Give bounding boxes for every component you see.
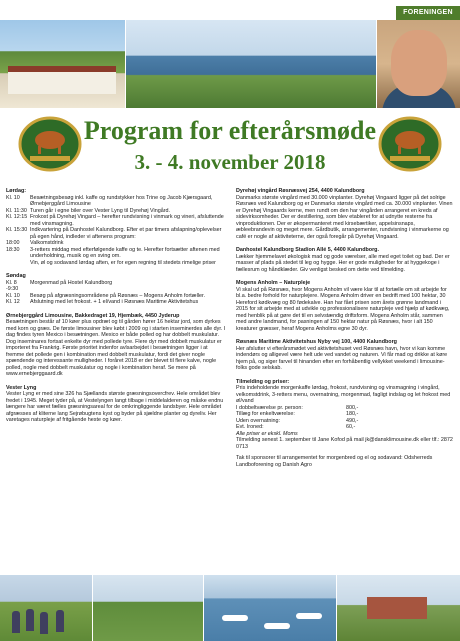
right-column bbox=[236, 186, 454, 468]
association-logo-left bbox=[18, 116, 82, 172]
row-text: Afslutning med let frokost. + 1 el/vand i Røsnæs Maritime Aktivitetshus bbox=[30, 299, 199, 305]
boat bbox=[264, 623, 290, 629]
person bbox=[12, 611, 20, 633]
sunday-heading: Søndag bbox=[6, 273, 26, 279]
building bbox=[367, 597, 427, 619]
saturday-schedule bbox=[6, 195, 226, 260]
photo-portrait bbox=[377, 20, 460, 108]
row-time: 18:00 bbox=[6, 240, 20, 246]
photo-meadow bbox=[93, 575, 203, 641]
row-time: Kl. 8 -9:30 bbox=[6, 279, 19, 292]
person bbox=[40, 612, 48, 634]
row-time: 18:30 bbox=[6, 246, 20, 253]
photo-group-visit bbox=[0, 575, 92, 641]
row-time: Kl. 10 bbox=[6, 194, 20, 201]
row-text: Turen går i egne biler over Vester Lyng til Dyrehøj Vingård. bbox=[30, 207, 171, 214]
dyrehoj-heading: Dyrehøj vingård Røsnæsvej 254, 4400 Kalundborg bbox=[236, 188, 365, 194]
row-text: 3-retters middag med efterfølgende kaffe og te. Herefter fortsætter aftenen med underholdning, musik og en sving om. bbox=[30, 246, 220, 259]
danhostel-text: Lækker hjemmelavet økologisk mad og gode værelser, alle med eget toilet og bad. Der er masser af plads på stedet til leg og hygge. Her er gode muligheder for at hyggekoge i fællesrum og håndklæder. Giv venligst besked om dette ved tilmelding. bbox=[236, 253, 450, 273]
price-value: 60,- bbox=[346, 424, 356, 430]
price-label: Evt. Ironed: bbox=[236, 424, 264, 430]
event-dates: 3. - 4. november 2018 bbox=[134, 150, 326, 174]
dyrehoj-text: Danmarks største vingård med 30.000 vinplanter. Dyrehøj Vingaard ligger på det solrige Røsnæs ved Kalundborg og er Danmarks største vingård med ca. 30.000 vinplanter. Vinen er Dyrehøj Vingaards kerne, men rundt om den har vingården arrangeret en kreds af sidevirksomheder. Der er destillering, som blev etableret for at udnytte resterne fra vinproduktionen. Der er økopermanteret med kirsebærtiker, appelsinsnaps, æbleebrandevin og meget mere. Gårdbutik, arrangementer, rundvisning i vinmarkerne og café er nogle af aktiviteterne, der også foregår på Dyrehøj Vingaard. bbox=[236, 194, 453, 240]
row-text: Valkomstdrink bbox=[30, 240, 64, 246]
row-time: Kl. 12 bbox=[6, 299, 20, 305]
boat bbox=[222, 615, 248, 621]
signup-heading: Tilmelding og priser: bbox=[236, 378, 290, 385]
portrait-face bbox=[391, 30, 447, 96]
schedule-row bbox=[6, 247, 226, 260]
row-time: Kl. 10 bbox=[6, 292, 20, 299]
price-value: 800,- bbox=[346, 404, 359, 411]
row-time: Kl. 11:30 bbox=[6, 207, 27, 214]
price-value: 490,- bbox=[346, 417, 359, 424]
schedule-row bbox=[6, 299, 226, 306]
signup-text: Pris indeholdende morgenkaffe lørdag, frokost, rundvisning og vinsmagning i vingård, velkomstdrink, 3-retters menu, overnatning, morgenmad, fagligt indslag og let frokost med øl/vand bbox=[236, 385, 451, 404]
danhostel-heading: Danhostel Kalundborg Stadion Allé 5, 4400 Kalundborg. bbox=[236, 247, 379, 253]
mogens-text: Vi skal ud på Røsnæs, hvor Mogens Anholm vil være klar til at fortælle om sit arbejde for bl.a. bedre forhold for naturplejere. Mogens Anholm driver en bedrift med 100 hektar, 30 Hereford kødkvæg og 80 fødekalve. Han har fået prisen som årets grønne landmand i 2015 for sit arbejde med at udvikle og professionalisere naturpleje ved hjælp af kødkvæg, med henblik på at gøre det til en selvstændig driftsform. Mogens Anholm står, sammen med andre landmand, for pasningen af 150 hektar natur på Røsnæs, hvor i alt 150 kreaturer græsser, heraf Mogens Anholms egne 30 dyr. bbox=[236, 286, 450, 332]
price-list bbox=[236, 405, 454, 431]
photo-activity-house bbox=[337, 575, 460, 641]
photo-farmhouse bbox=[0, 20, 125, 108]
ornebjerg-heading: Ørnebjerggård Limousine, Bakkedraget 19, Hjembæk, 4450 Jyderup bbox=[6, 312, 180, 319]
schedule-row bbox=[6, 195, 226, 208]
saturday-heading: Lørdag: bbox=[6, 188, 27, 194]
section-tag: FORENINGEN bbox=[396, 6, 460, 20]
schedule-row bbox=[6, 280, 226, 293]
ornebjerg-text: Besætningen består af 10 køer plus opdræt og til gården hører 16 hektar jord, som dyrkes med korn og græs. De første limousiner blev købt i 2009 og i starten inseminerdes alle dyr. I dag findes tyren Mexico i besætningen. Mexico er både polled og har dobbelt muskulatur. Dog inseminares fortsat enkelte dyr med pollede tyre. Flere dyr med dobbelt muskulatur er importeret fra Frankrig. Første prioritet indenfor avlsarbejdet i besætningen ligger i at fremme det pollede gen i kombination med dobbelt muskulatur, fordi det giver nogle spændende og interessante mulligheder. I foråret 2018 er der blevet til flere kalve, nogle polled, nogle med dobbelt muskulatur og nogle i kombination heraf. Se mere på www.ernebjerggaard.dk bbox=[6, 319, 226, 377]
price-value: 180,- bbox=[346, 411, 359, 417]
schedule-row bbox=[6, 227, 226, 240]
boat bbox=[296, 613, 322, 619]
price-label: Uden overnatning: bbox=[236, 417, 281, 424]
prices-note: Alle priser er ekskl. Moms bbox=[236, 430, 298, 437]
schedule-row bbox=[6, 214, 226, 227]
saturday-note: Vin, øl og sodavand lørdag aften, er for egen regning til stedets rimelige priser bbox=[30, 259, 216, 266]
photo-harbour bbox=[204, 575, 336, 641]
deadline-text: Tilmelding senest 1. september til Jane Kofod på mail jk@dansklimousine.dk eller tlf.: 2872 0713 bbox=[236, 437, 453, 450]
left-column bbox=[6, 186, 226, 424]
sunday-schedule bbox=[6, 280, 226, 306]
row-text: Morgenmad på Hostel Kalundborg bbox=[30, 279, 113, 286]
price-label: Tillæg for enkeltværelse: bbox=[236, 411, 295, 417]
row-time: Kl. 15:30 bbox=[6, 227, 28, 233]
row-text: Indkvartering på Danhostel Kalundborg. Efter et par timers afslapning/oplevelser på egen hånd, indleder vi aftenens program: bbox=[30, 227, 222, 240]
association-logo-right bbox=[378, 116, 442, 172]
maritime-heading: Røsnæs Maritime Aktivitetshus Nyby vej 100, 4400 Kalundborg bbox=[236, 339, 397, 345]
row-text: Besøg på afgræsningsområdene på Røsnæs – Mogens Anholm fortæller. bbox=[30, 292, 205, 299]
vester-lyng-heading: Vester Lyng bbox=[6, 384, 37, 391]
person bbox=[26, 609, 34, 631]
sponsor-thanks: Tak til sponsorer til arrangementet for morgenbred og el og sodavand: Odsherreds Landboforening og Danish Agro bbox=[236, 455, 433, 468]
row-text: Frokost på Dyrehøj Vingard – herefter rundvisning i vinmark og vineri, afsluttende med vinsmagning. bbox=[30, 214, 224, 227]
title-block bbox=[0, 108, 460, 184]
price-label: I dobbeltværelse pr. person: bbox=[236, 404, 303, 411]
page-title: Program for efterårsmøde bbox=[83, 116, 377, 145]
row-text: Besætningsbesøg inkl. kaffe og rundstykker hos Trine og Jacob Kjærsgaard, Ørnebjerggård Limousine bbox=[30, 194, 213, 207]
vester-lyng-text: Vester Lyng er med sine 326 ha Sjællands største græsningsovercfrev. Hele området blev fredet i 1945. Meget tyder på, at Vestelyngen langt tilbage i middelalderen og måske endnu længere har været fælles græsningsareal for de omkringliggende landsbyer. Hele området afgræsses af kliterne lang Sejrøbugtens kyst og byder på sjældne planter og dyreliv. Her varetages naturpleje af fritgående heste og køer. bbox=[6, 391, 224, 423]
photo-coast bbox=[126, 20, 376, 108]
page-header-bar bbox=[0, 0, 460, 20]
person bbox=[56, 610, 64, 632]
farm-building bbox=[8, 66, 116, 94]
maritime-text: Her afslutter vi efterårsmødet ved aktivitetshuset ved Røsnæs havn, hvor vi kan komme indendørs og alligevel være helt ude ved vandet og naturen. Vi får mad og drikke at køre hjem på, og siger farvel til hinanden efter en forhåbentlig vellykket weekend i limousine-folks gode selskab. bbox=[236, 345, 448, 371]
row-time: Kl. 12:15 bbox=[6, 214, 28, 220]
mogens-heading: Mogens Anholm – Naturpleje bbox=[236, 280, 311, 286]
